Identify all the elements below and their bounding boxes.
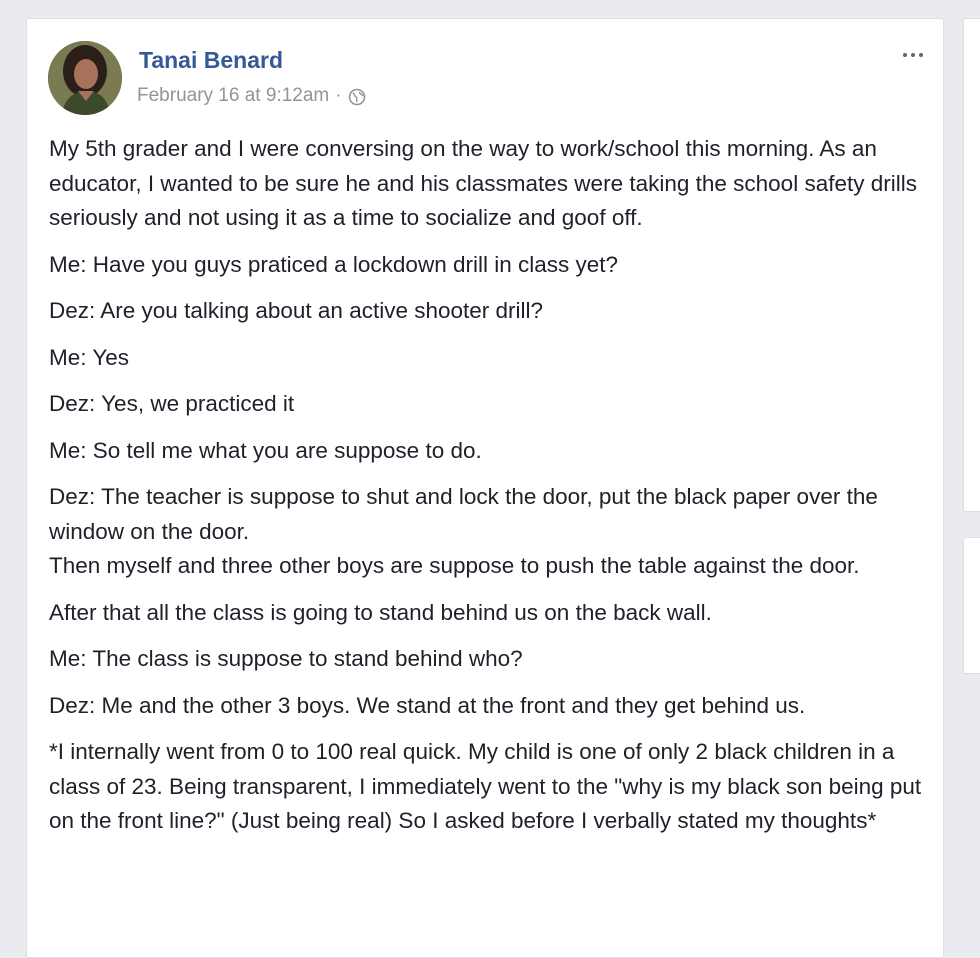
avatar-photo [48,41,122,115]
post-paragraph [49,248,939,283]
post-paragraph [49,341,939,376]
author-name-link[interactable]: Tanai Benard [139,47,283,73]
post-text-line: *I internally went from 0 to 100 real quick. My child is one of only 2 black children in a class of 23. Being transparent, I immediately went to the "why is my black son being put on the front line?" (Just being real) So I asked before I verbally stated my thoughts* [49,739,922,833]
meta-separator: · [335,85,342,106]
more-options-icon[interactable] [895,45,931,65]
post-body [49,132,939,851]
post-paragraph [49,735,939,839]
post-paragraph [49,596,939,631]
post-card [26,18,944,958]
post-text-line: Dez: Me and the other 3 boys. We stand at the front and they get behind us. [49,692,806,718]
post-text-line: Dez: Yes, we practiced it [49,391,295,416]
post-text-line: Me: Yes [49,344,130,370]
post-text-line: Me: So tell me what you are suppose to do. [49,437,482,463]
post-text-line: After that all the class is going to stand behind us on the back wall. [49,599,712,625]
post-paragraph [49,480,939,584]
post-paragraph [49,132,939,236]
post-timestamp[interactable]: February 16 at 9:12am [137,85,330,106]
post-meta [137,85,366,107]
post-text-line: Me: The class is suppose to stand behind who? [49,646,523,671]
right-column-panel [963,537,980,674]
post-text-line: Dez: The teacher is suppose to shut and lock the door, put the black paper over the window on the door. [49,484,878,544]
post-text-line: Me: Have you guys praticed a lockdown drill in class yet? [49,251,619,277]
post-paragraph [49,387,939,422]
more-dot [911,53,915,57]
more-dot [903,53,907,57]
post-text-line: My 5th grader and I were conversing on the way to work/school this morning. As an educator, I wanted to be sure he and his classmates were taking the school safety drills seriously and not using it as a time to socialize and goof off. [49,136,917,230]
post-text-line: Then myself and three other boys are suppose to push the table against the door. [49,553,860,578]
more-dot [919,53,923,57]
post-paragraph [49,294,939,329]
post-paragraph [49,642,939,677]
globe-icon[interactable] [348,88,366,106]
right-column-panel [963,18,980,512]
author-avatar[interactable] [48,41,122,115]
post-paragraph [49,434,939,469]
post-paragraph [49,689,939,724]
post-text-line: Dez: Are you talking about an active shooter drill? [49,298,544,323]
